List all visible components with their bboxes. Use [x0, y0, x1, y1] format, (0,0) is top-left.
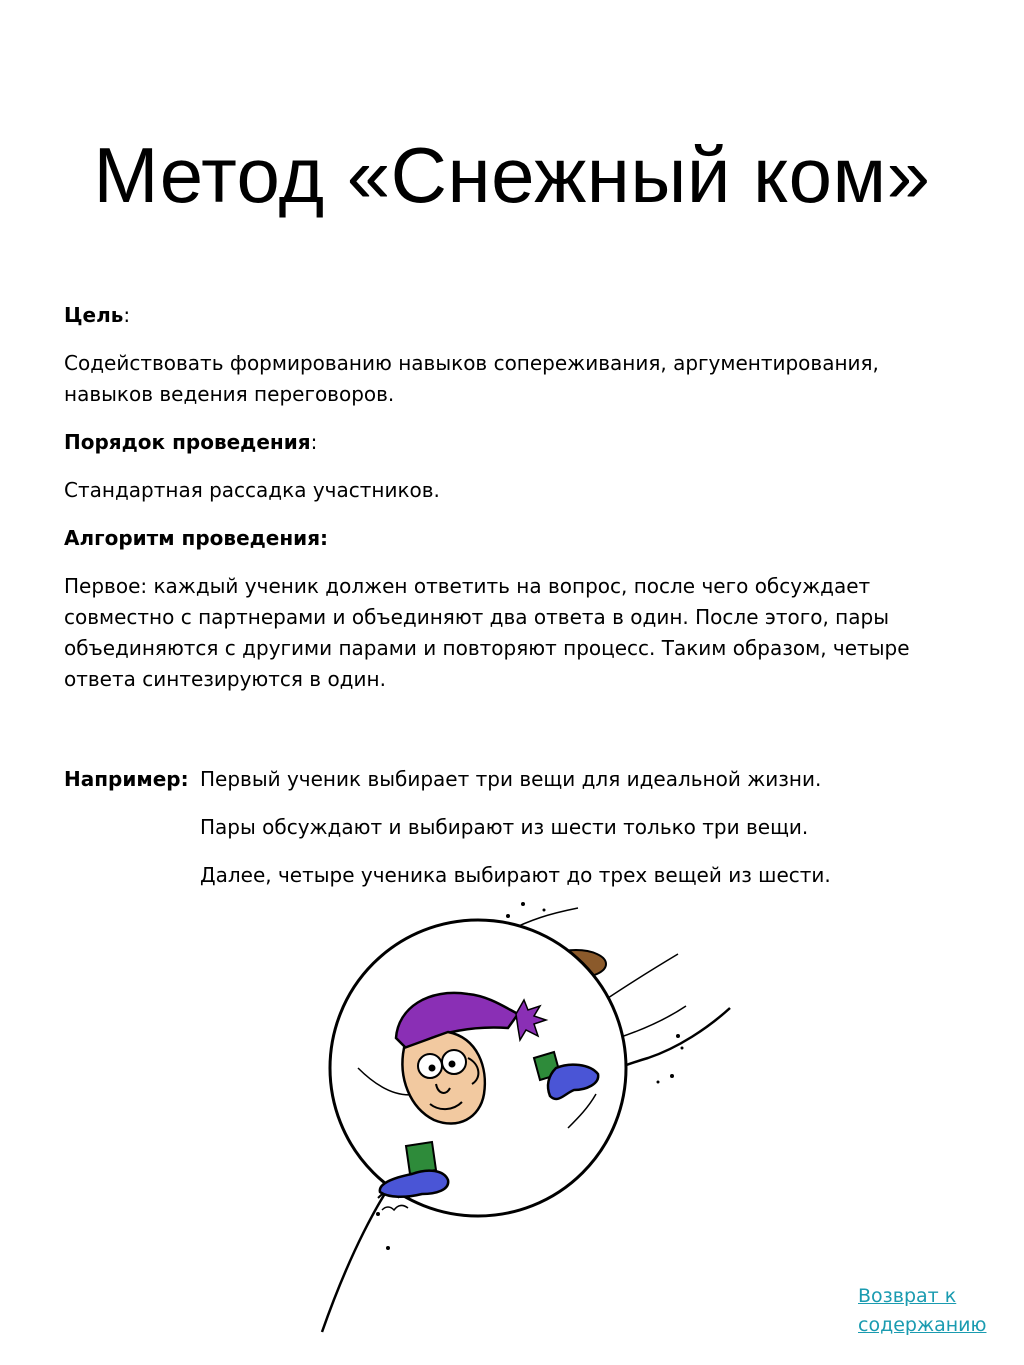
- algorithm-text: Первое: каждый ученик должен ответить на вопрос, после чего обсуждает совместно с партнерами и объединяют два ответа в один. После этого, пары объединяются с другими парами и повторяют процесс. Таким образом, четыре ответа синтезируются в один.: [64, 574, 910, 691]
- snowball-cartoon-icon: [318, 898, 738, 1343]
- example-row: [64, 860, 964, 891]
- slide-body: [64, 300, 964, 712]
- procedure-text: Стандартная рассадка участников.: [64, 478, 440, 502]
- procedure-label: Порядок проведения: [64, 430, 311, 454]
- goal-label: Цель: [64, 303, 124, 327]
- algorithm-heading: [64, 523, 964, 554]
- example-line-3: Далее, четыре ученика выбирают до трех вещей из шести.: [200, 863, 831, 887]
- goal-heading: Цель:: [64, 303, 131, 327]
- back-to-contents-link[interactable]: Возврат к содержанию: [858, 1285, 987, 1336]
- page-title: Метод «Снежный ком»: [93, 131, 931, 219]
- goal-text: Содействовать формированию навыков сопереживания, аргументирования, навыков ведения переговоров.: [64, 351, 879, 406]
- example-block: [64, 764, 964, 908]
- algorithm-label: Алгоритм проведения:: [64, 526, 329, 550]
- example-line-1: Первый ученик выбирает три вещи для идеальной жизни.: [200, 767, 822, 791]
- example-row: [64, 812, 964, 843]
- procedure-heading: Порядок проведения:: [64, 430, 318, 454]
- example-row: [64, 764, 964, 795]
- example-label: Например:: [64, 767, 189, 791]
- example-line-2: Пары обсуждают и выбирают из шести только три вещи.: [200, 815, 809, 839]
